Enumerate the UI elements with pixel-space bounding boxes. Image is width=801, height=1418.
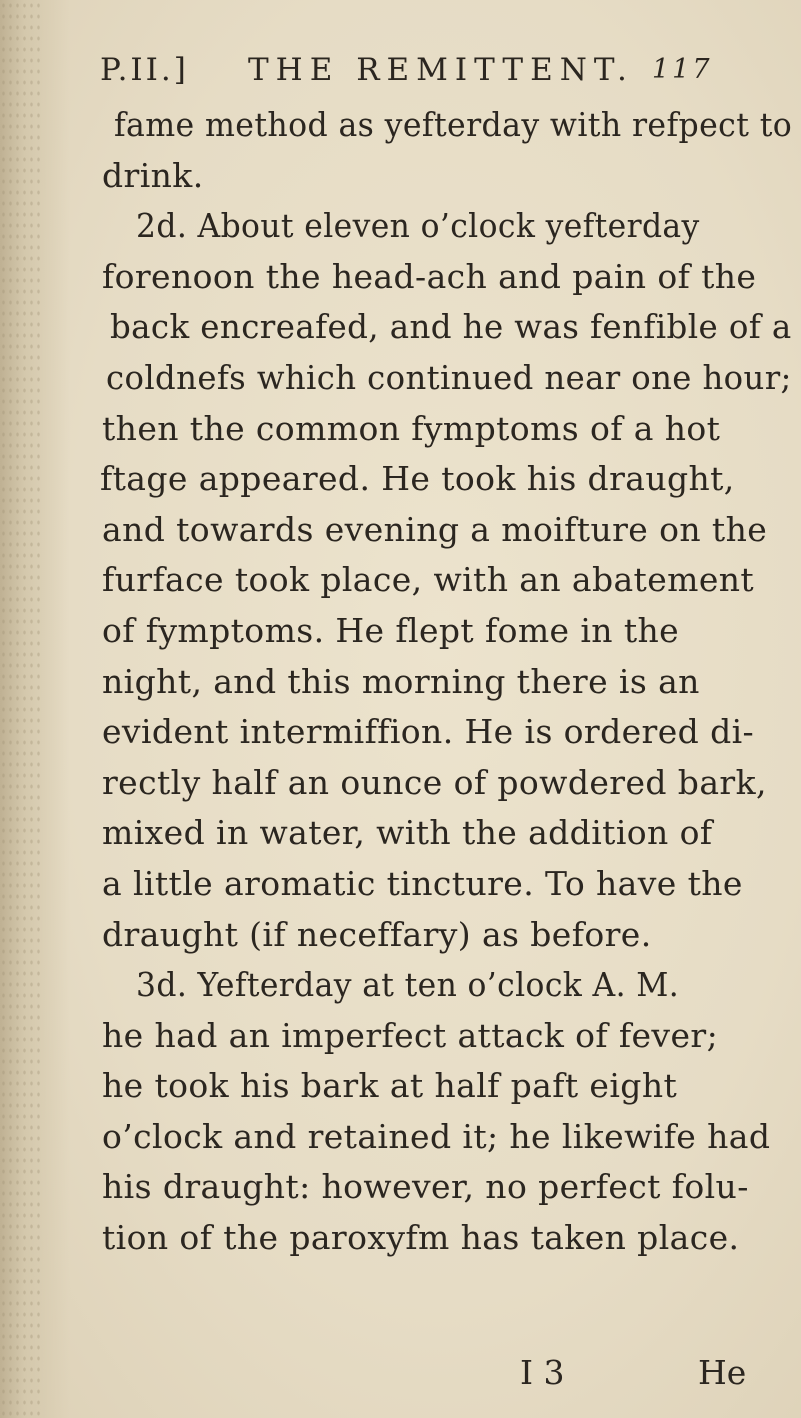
running-head-section: P.II.] xyxy=(100,52,189,88)
body-text xyxy=(102,100,792,1264)
text-line: then the common fymptoms of a hot xyxy=(102,408,721,448)
text-line: ftage appeared. He took his draught, xyxy=(100,459,735,499)
text-line: 2d. About eleven o’clock yefterday xyxy=(136,206,700,246)
running-head-title: THE REMITTENT. xyxy=(248,52,634,88)
running-head xyxy=(100,52,780,96)
text-line: night, and this morning there is an xyxy=(102,661,700,701)
catchline xyxy=(520,1348,750,1398)
text-line: mixed in water, with the addition of xyxy=(102,813,713,853)
catchword: He xyxy=(698,1353,747,1392)
text-line: back encreafed, and he was fenfible of a xyxy=(110,307,792,347)
text-line: he took his bark at half paft eight xyxy=(102,1066,678,1106)
text-line: and towards evening a moifture on the xyxy=(102,509,768,549)
text-line: 3d. Yefterday at ten o’clock A. M. xyxy=(136,965,680,1005)
text-line: o’clock and retained it; he likewife had xyxy=(102,1116,771,1156)
text-line: a little aromatic tincture. To have the xyxy=(102,863,743,903)
text-line: tion of the paroxyfm has taken place. xyxy=(102,1218,740,1258)
text-line: drink. xyxy=(102,155,204,195)
text-line: forenoon the head-ach and pain of the xyxy=(102,256,757,296)
text-line: furface took place, with an abatement xyxy=(102,560,755,600)
text-line: of fymptoms. He flept fome in the xyxy=(102,610,680,650)
text-line: coldnefs which continued near one hour; xyxy=(106,357,792,397)
page-number: 117 xyxy=(652,54,713,85)
signature-mark: I 3 xyxy=(520,1353,565,1392)
page-edge-texture xyxy=(0,0,40,1418)
text-line: he had an imperfect attack of fever; xyxy=(102,1015,719,1055)
text-line: rectly half an ounce of powdered bark, xyxy=(102,762,767,802)
text-line: fame method as yefterday with refpect to xyxy=(114,105,793,144)
text-line: draught (if neceffary) as before. xyxy=(102,914,652,954)
text-line: his draught: however, no perfect folu- xyxy=(102,1167,749,1207)
text-line: evident intermiffion. He is ordered di- xyxy=(102,712,755,752)
